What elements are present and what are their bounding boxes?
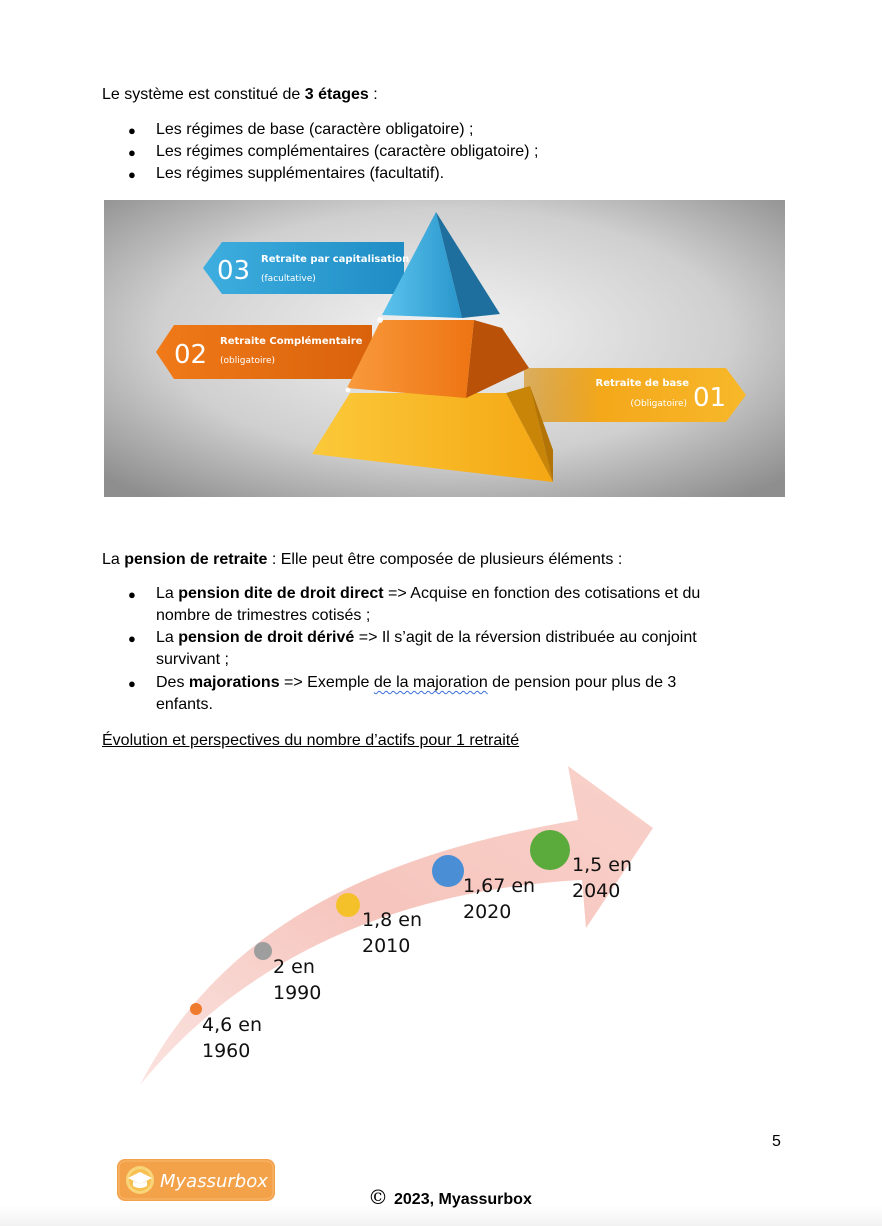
level-title: Retraite Complémentaire — [220, 336, 363, 347]
intro-bold: 3 étages — [304, 86, 369, 103]
actifs-evolution-timeline — [130, 760, 670, 1100]
intro-item: Les régimes supplémentaires (facultatif). — [156, 165, 445, 182]
item-text: de pension pour plus de 3 — [487, 674, 677, 691]
bullet-icon: ● — [128, 167, 136, 182]
bullet-icon: ● — [128, 587, 136, 602]
intro-suffix: : — [368, 86, 378, 103]
point-label: 4,6 en 1960 — [202, 1014, 262, 1062]
level-note: (facultative) — [261, 274, 316, 284]
item-text: => Exemple — [279, 674, 374, 691]
item-text: => Il s’agit de la réversion distribuée au conjoint — [354, 629, 697, 646]
bullet-icon: ● — [128, 123, 136, 138]
item-text: => Acquise en fonction des cotisations et du — [383, 585, 701, 602]
item-bold: pension dite de droit direct — [178, 585, 384, 602]
evolution-title: Évolution et perspectives du nombre d’actifs pour 1 retraité — [102, 732, 520, 749]
level-title: Retraite de base — [595, 378, 689, 389]
level-title: Retraite par capitalisation — [261, 254, 410, 265]
point-marker-2040 — [530, 830, 570, 870]
copyright-icon: © — [368, 1185, 388, 1209]
point-label: 1,5 en 2040 — [572, 854, 632, 902]
point-label: 2 en 1990 — [273, 956, 322, 1004]
item-prefix: La — [156, 585, 179, 602]
graduation-cap-icon — [126, 1166, 154, 1194]
item-prefix: Des — [156, 674, 189, 691]
intro-text: Le système est constitué de — [102, 86, 305, 103]
bullet-icon: ● — [128, 631, 136, 646]
point-marker-1990 — [254, 942, 272, 960]
bullet-icon: ● — [128, 145, 136, 160]
page-number: 5 — [772, 1133, 781, 1150]
pension-suffix: : Elle peut être composée de plusieurs éléments : — [267, 551, 623, 568]
level-note: (obligatoire) — [220, 356, 276, 366]
intro-paragraph — [102, 84, 378, 106]
pension-item — [156, 672, 786, 716]
retirement-pyramid-image — [104, 200, 785, 497]
item-bold: pension de droit dérivé — [178, 629, 355, 646]
level-number: 03 — [217, 256, 251, 286]
point-label: 1,8 en 2010 — [362, 909, 422, 957]
pension-bold: pension de retraite — [124, 551, 268, 568]
pension-prefix: La — [102, 551, 125, 568]
bullet-icon: ● — [128, 676, 136, 691]
item-text-continued: survivant ; — [156, 651, 229, 668]
item-bold: majorations — [188, 674, 280, 691]
intro-item: Les régimes complémentaires (caractère obligatoire) ; — [156, 143, 539, 160]
point-marker-1960 — [190, 1003, 202, 1015]
point-marker-2020 — [432, 855, 464, 887]
point-marker-2010 — [336, 893, 360, 917]
intro-item: Les régimes de base (caractère obligatoire) ; — [156, 121, 474, 138]
myassurbox-logo — [116, 1158, 276, 1202]
item-prefix: La — [156, 629, 179, 646]
copyright-footer — [368, 1185, 532, 1209]
logo-text: Myassurbox — [160, 1171, 268, 1192]
pension-item — [156, 583, 786, 627]
level-number: 02 — [174, 340, 208, 370]
pension-paragraph — [102, 549, 622, 571]
level-note: (Obligatoire) — [630, 399, 687, 409]
spellcheck-underlined-text: de la majoration — [373, 674, 488, 691]
pension-item — [156, 627, 786, 671]
item-text-continued: nombre de trimestres cotisés ; — [156, 607, 371, 624]
level-number: 01 — [693, 383, 727, 413]
item-text-continued: enfants. — [156, 696, 213, 713]
footer-text: 2023, Myassurbox — [394, 1191, 532, 1208]
point-label: 1,67 en 2020 — [463, 875, 536, 923]
